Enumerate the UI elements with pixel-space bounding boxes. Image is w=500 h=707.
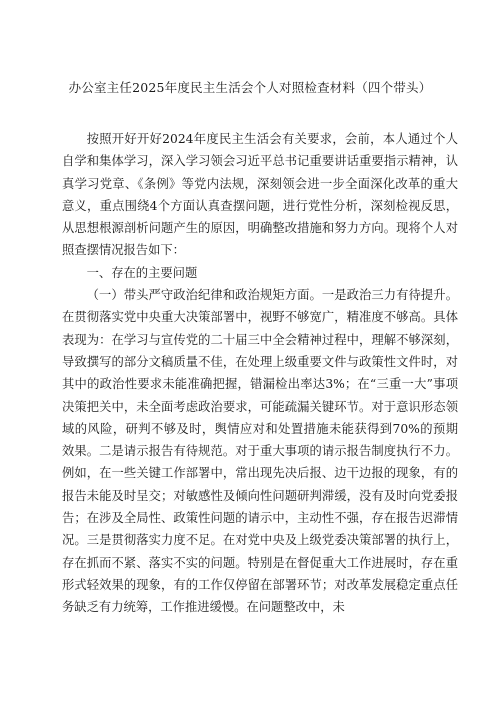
document-body bbox=[62, 128, 458, 619]
section-paragraph: （一）带头严守政治纪律和政治规矩方面。一是政治三力有待提升。在贯彻落实党中央重大决策部署中，视野不够宽广，精准度不够高。具体表现为：在学习与宣传党的二十届三中全会精神过程中，理解不够深刻，导致撰写的部分文稿质量不佳，在处理上级重要文件与政策性文件时，对其中的政治性要求未能准确把握，错漏检出率达3%；在“三重一大”事项决策把关中，未全面考虑政治要求，可能疏漏关键环节。对于意识形态领域的风险，研判不够及时，舆情应对和处置措施未能获得到70%的预期效果。二是请示报告有待规范。对于重大事项的请示报告制度执行不力。例如，在一些关键工作部署中，常出现先决后报、边干边报的现象，有的报告未能及时呈交；对敏感性及倾向性问题研判滞缓，没有及时向党委报告；在涉及全局性、政策性问题的请示中，主动性不强，存在报告迟滞情况。三是贯彻落实力度不足。在对党中央及上级党委决策部署的执行上，存在抓而不紧、落实不实的问题。特别是在督促重大工作进展时，存在重形式轻效果的现象，有的工作仅停留在部署环节；对改革发展稳定重点任务缺乏有力统筹，工作推进缓慢。在问题整改中，未 bbox=[62, 288, 458, 615]
intro-paragraph: 按照开好开好2024年度民主生活会有关要求，会前，本人通过个人自学和集体学习，深入学习领会习近平总书记重要讲话重要指示精神，认真学习党章、《条例》等党内法规，深刻领会进一步全面深化改革的重大意义，重点围绕4个方面认真查摆问题，进行党性分析，深刻检视反思，从思想根源剖析问题产生的原因，明确整改措施和努力方向。现将个人对照查摆情况报告如下： bbox=[62, 132, 458, 258]
document-title: 办公室主任2025年度民主生活会个人对照检查材料（四个带头） bbox=[68, 80, 432, 95]
section-heading: 一、存在的主要问题 bbox=[86, 265, 198, 280]
